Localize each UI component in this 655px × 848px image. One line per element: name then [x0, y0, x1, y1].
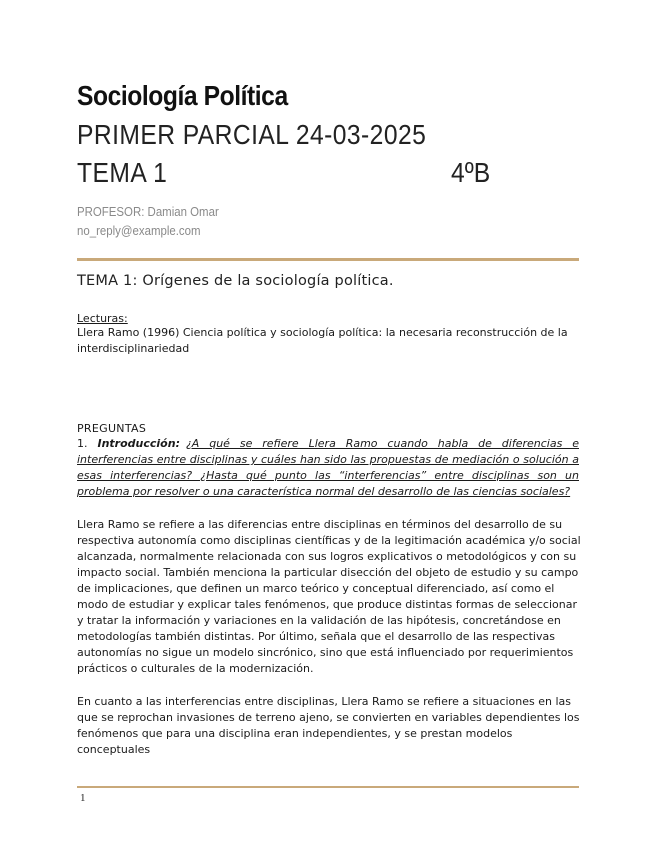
- professor-name: PROFESOR: Damian Omar: [77, 204, 219, 219]
- preguntas-label: PREGUNTAS: [77, 422, 147, 435]
- lecturas-text: Llera Ramo (1996) Ciencia política y sociología política: la necesaria reconstrucción de la interdisciplinariedad: [77, 326, 568, 355]
- answer-paragraph-2: En cuanto a las interferencias entre disciplinas, Llera Ramo se refiere a situaciones en las que se reprochan invasiones de terreno ajeno, se convierten en variables dependientes los fenómenos que para una disciplina eran independientes, y se prestan modelos conceptuales: [77, 695, 580, 756]
- professor-email: no_reply@example.com: [77, 223, 201, 238]
- question-text: ¿A qué se refiere Llera Ramo cuando habla de diferencias e interferencias entre disciplinas y cuáles han sido las propuestas de mediación o solución a esas interferencias? ¿Hasta qué punto las “interferencias” entre disciplinas son un problema por resolver o una característica normal del desarrollo de las ciencias sociales?: [77, 437, 579, 498]
- question-1: [77, 436, 579, 500]
- question-number: 1.: [77, 437, 88, 450]
- header-divider: [77, 258, 579, 261]
- lecturas-label: Lecturas:: [77, 312, 128, 325]
- page-number: 1: [80, 792, 86, 804]
- section-title: TEMA 1: Orígenes de la sociología política.: [77, 273, 394, 289]
- course-label: 4ºB: [451, 157, 491, 188]
- tema-heading: TEMA 1: [77, 157, 168, 188]
- document-title: Sociología Política: [77, 80, 288, 111]
- exam-line: PRIMER PARCIAL 24-03-2025: [77, 119, 427, 150]
- answer-paragraph-1: Llera Ramo se refiere a las diferencias entre disciplinas en términos del desarrollo de su respectiva autonomía como disciplinas científicas y de la legitimación académica y/o social alcanzada, normalmente relacionada con sus logros explicativos o metodológicos y con su impacto social. También menciona la particular disección del objeto de estudio y su campo de implicaciones, que definen un marco teórico y conceptual diferenciado, así como el modo de estudiar y explicar tales fenómenos, que produce distintas formas de seleccionar y tratar la información y variaciones en la validación de las hipótesis, concretándose en metodologías también distintas. Por último, señala que el desarrollo de las respectivas autonomías no sigue un modelo sincrónico, sino que está influenciado por requerimientos prácticos o culturales de la modernización.: [77, 518, 581, 675]
- question-intro: Introducción:: [97, 437, 180, 450]
- footer-divider: [77, 786, 579, 788]
